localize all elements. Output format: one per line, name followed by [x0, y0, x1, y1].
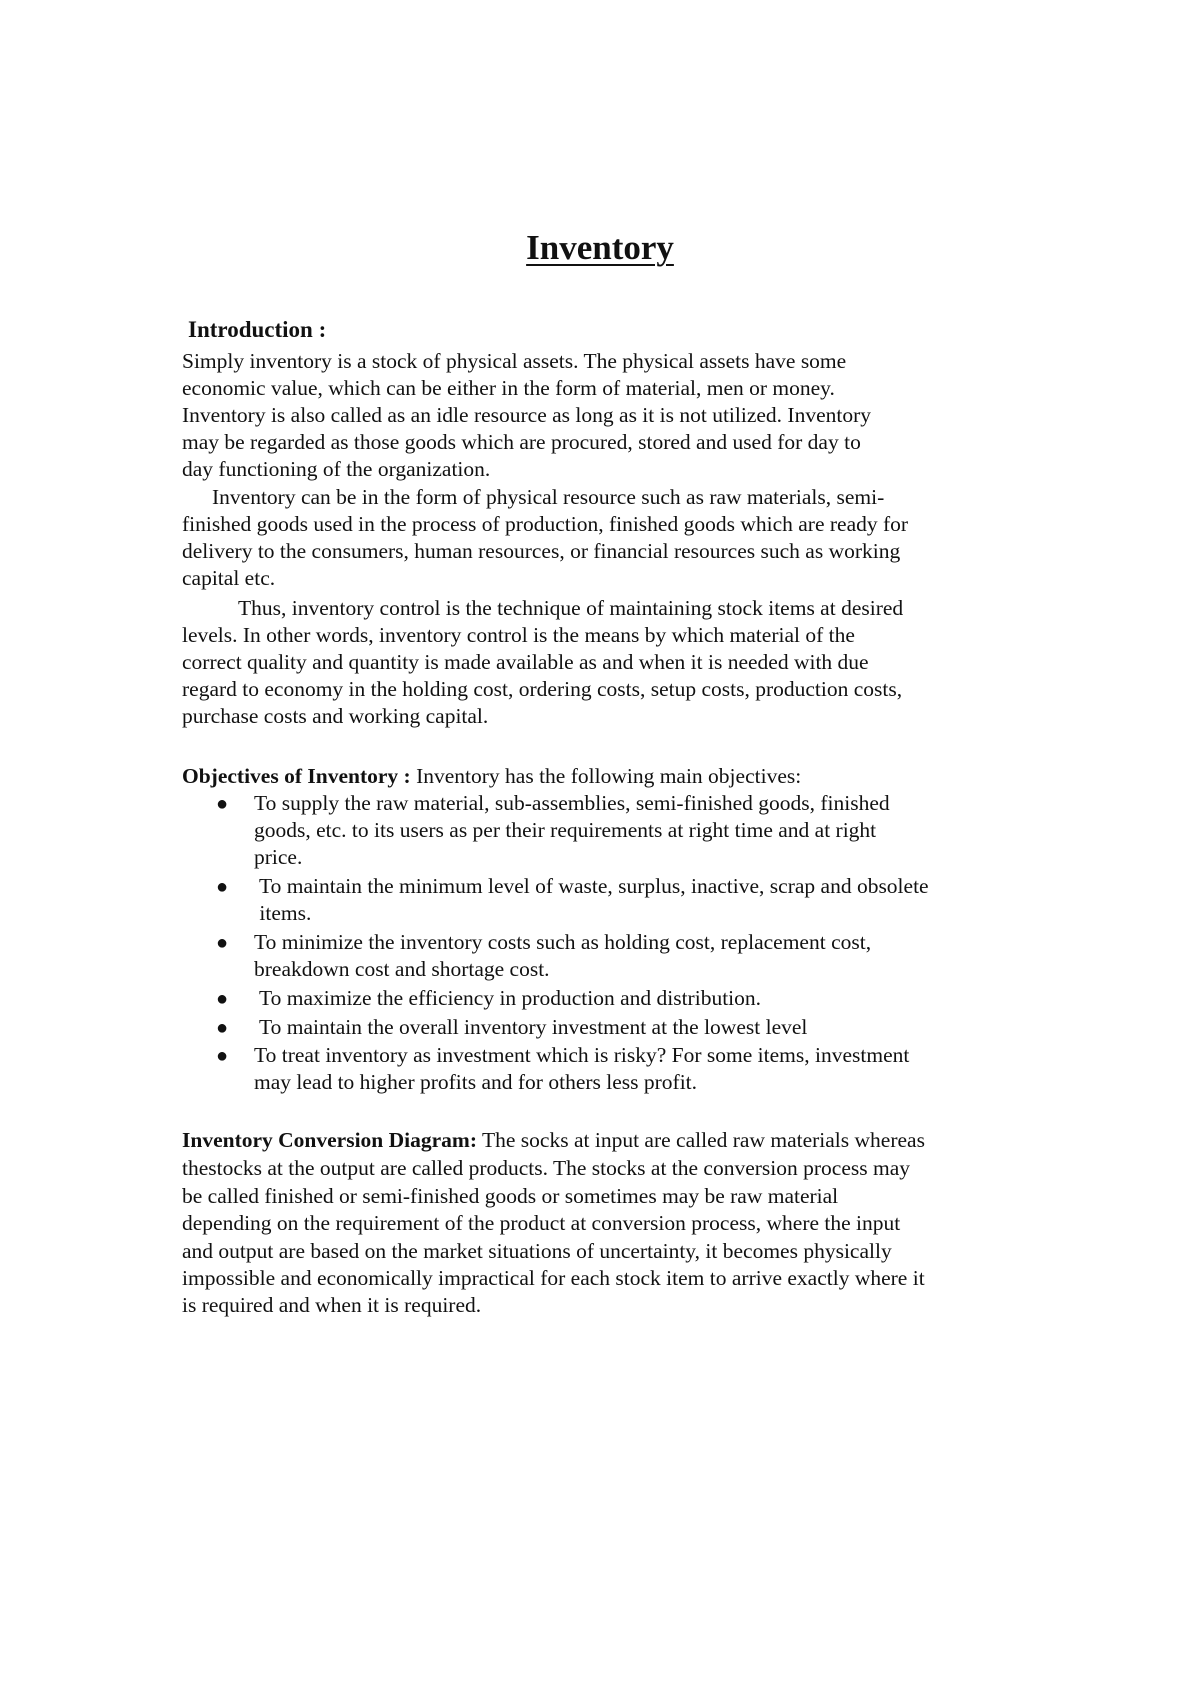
conversion-line: depending on the requirement of the product at conversion process, where the input: [182, 1211, 901, 1235]
introduction-heading: Introduction :: [188, 317, 327, 342]
intro-para3-line: correct quality and quantity is made available as and when it is needed with due: [182, 650, 869, 674]
intro-para1-line: day functioning of the organization.: [182, 457, 491, 481]
objective-item-line: To supply the raw material, sub-assemblies, semi-finished goods, finished: [254, 791, 890, 815]
conversion-first-line-rest: The socks at input are called raw materials whereas: [477, 1128, 925, 1152]
intro-para3-line: Thus, inventory control is the technique of maintaining stock items at desired: [238, 596, 904, 620]
objective-item-line: To treat inventory as investment which is risky? For some items, investment: [254, 1043, 910, 1067]
conversion-heading: Inventory Conversion Diagram:: [182, 1128, 478, 1152]
intro-para2-line: Inventory can be in the form of physical resource such as raw materials, semi-: [212, 485, 885, 509]
objectives-line: [182, 763, 801, 789]
intro-para2-line: delivery to the consumers, human resources, or financial resources such as working: [182, 539, 901, 563]
page-title: Inventory: [526, 228, 674, 267]
bullet-icon: ●: [216, 876, 229, 898]
objective-item-line: To maintain the minimum level of waste, surplus, inactive, scrap and obsolete: [254, 874, 929, 898]
bullet-icon: ●: [216, 1045, 229, 1067]
bullet-icon: ●: [216, 988, 229, 1010]
conversion-line: impossible and economically impractical for each stock item to arrive exactly where it: [182, 1266, 925, 1290]
conversion-line: is required and when it is required.: [182, 1293, 482, 1317]
objective-item-line: price.: [254, 845, 303, 869]
objective-item-line: To minimize the inventory costs such as holding cost, replacement cost,: [254, 930, 872, 954]
objective-item-line: items.: [254, 901, 312, 925]
intro-para3-line: regard to economy in the holding cost, ordering costs, setup costs, production costs,: [182, 677, 903, 701]
conversion-line: thestocks at the output are called products. The stocks at the conversion process may: [182, 1156, 911, 1180]
bullet-icon: ●: [216, 932, 229, 954]
intro-para3-line: levels. In other words, inventory control is the means by which material of the: [182, 623, 855, 647]
objective-item-line: goods, etc. to its users as per their requirements at right time and at right: [254, 818, 877, 842]
conversion-line: [182, 1127, 925, 1153]
intro-para1-line: Inventory is also called as an idle resource as long as it is not utilized. Inventory: [182, 403, 872, 427]
bullet-icon: ●: [216, 793, 229, 815]
intro-para2-line: capital etc.: [182, 566, 276, 590]
objective-item-line: To maintain the overall inventory investment at the lowest level: [254, 1015, 808, 1039]
objectives-heading: Objectives of Inventory :: [182, 764, 411, 788]
objective-item-line: To maximize the efficiency in production and distribution.: [254, 986, 762, 1010]
conversion-line: be called finished or semi-finished goods or sometimes may be raw material: [182, 1184, 839, 1208]
conversion-line: and output are based on the market situations of uncertainty, it becomes physically: [182, 1239, 892, 1263]
intro-para3-line: purchase costs and working capital.: [182, 704, 489, 728]
objective-item-line: may lead to higher profits and for others less profit.: [254, 1070, 698, 1094]
intro-para1-line: may be regarded as those goods which are procured, stored and used for day to: [182, 430, 861, 454]
intro-para1-line: economic value, which can be either in the form of material, men or money.: [182, 376, 835, 400]
intro-para2-line: finished goods used in the process of production, finished goods which are ready for: [182, 512, 909, 536]
bullet-icon: ●: [216, 1017, 229, 1039]
objective-item-line: breakdown cost and shortage cost.: [254, 957, 550, 981]
intro-para1-line: Simply inventory is a stock of physical assets. The physical assets have some: [182, 349, 847, 373]
objectives-intro: Inventory has the following main objectives:: [410, 764, 802, 788]
